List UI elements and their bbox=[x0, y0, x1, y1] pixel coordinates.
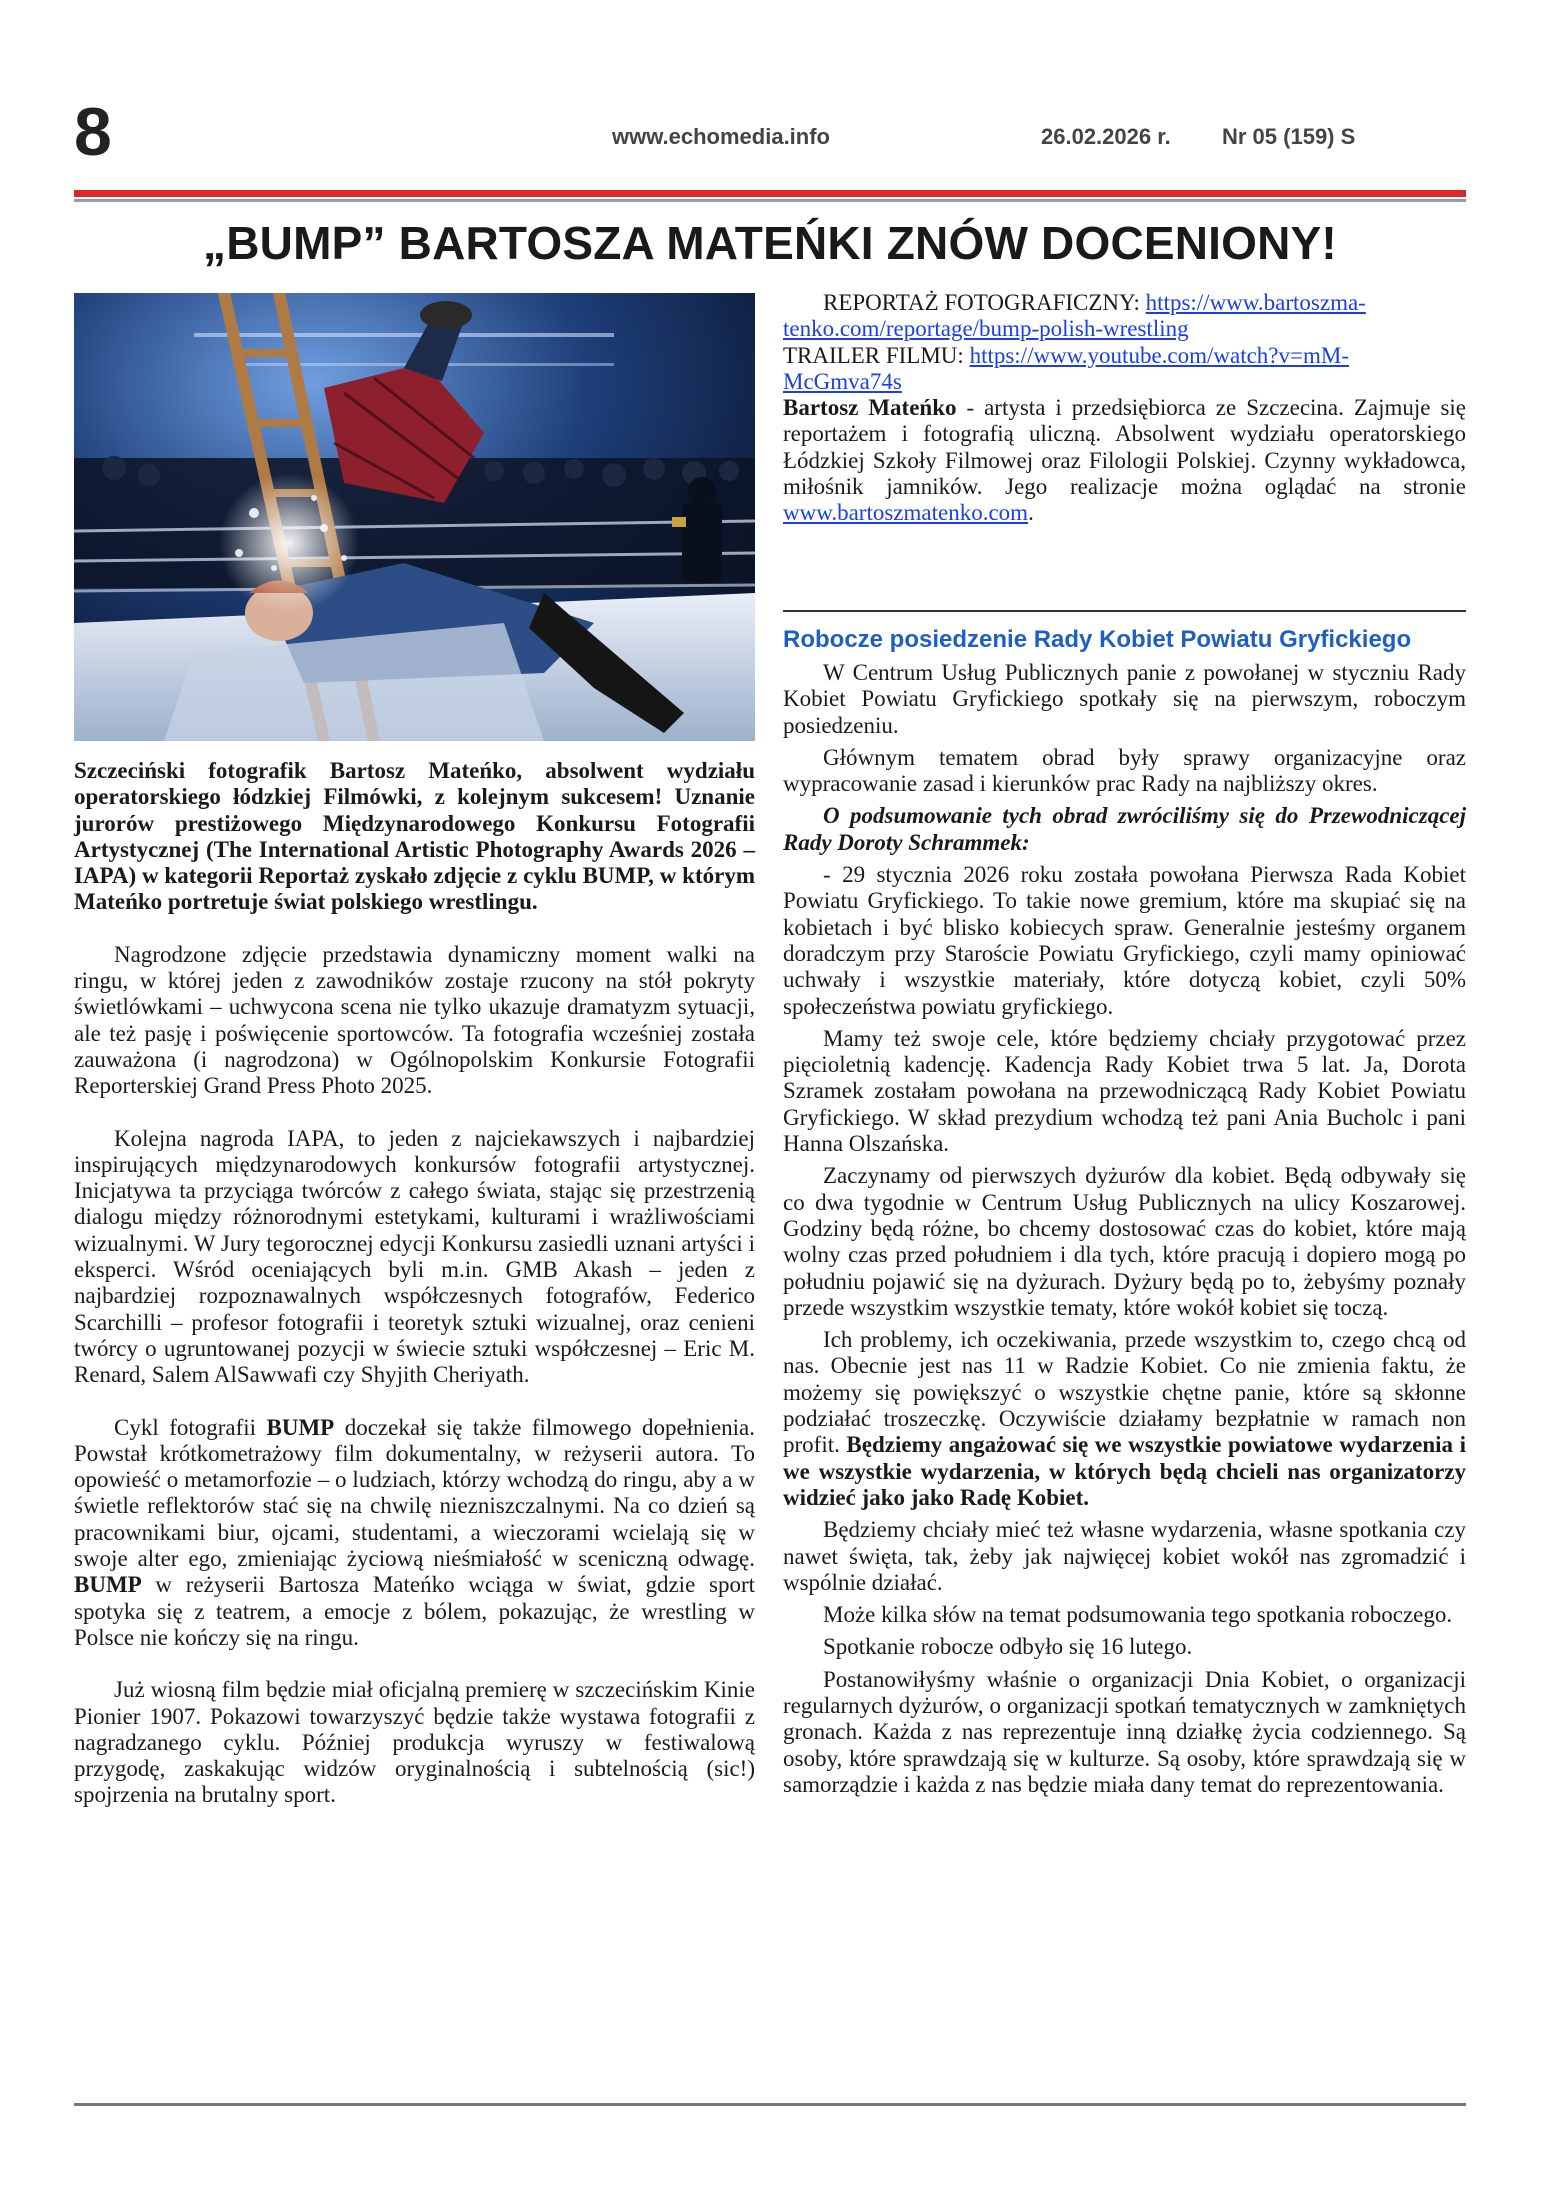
article-paragraph: Głównym tematem obrad były sprawy organizacyjne oraz wypracowanie zasad i kierunków prac Rady na najbliższy okres. bbox=[783, 744, 1466, 797]
article-left-column bbox=[74, 758, 755, 1835]
article-paragraph: W Centrum Usług Publicznych panie z powołanej w styczniu Rady Kobiet Powiatu Gryfickiego spotkały się na pierwszym, roboczym posiedzeniu. bbox=[783, 660, 1466, 738]
header-rule-red bbox=[74, 190, 1466, 197]
article-paragraph: Spotkanie robocze odbyło się 16 lutego. bbox=[823, 1634, 1193, 1660]
article-paragraph: Postanowiłyśmy właśnie o organizacji Dnia Kobiet, o organizacji regularnych dyżurów, o organizacji spotkań tematycznych w zamkniętych gronach. Każda z nas reprezentuje inną działkę życia codziennego. Są osoby, które sprawdzają się w kulturze. Są osoby, które sprawdzają się w samorządzie i każda z nas będzie miała dany temat do reprezentowania. bbox=[783, 1666, 1466, 1797]
article-lead: Szczeciński fotografik Bartosz Mateńko, absolwent wydziału operatorskiego łódzkiej Filmówki, z kolejnym sukcesem! Uznanie jurorów prestiżowego Międzynarodowego Konkursu Fotografii Artystycznej (The International Artistic Photography Awards 2026 – IAPA) w kategorii Reportaż zyskało zdjęcie z cyklu BUMP, w którym Mateńko portretuje świat polskiego wrestlingu. bbox=[74, 758, 755, 915]
article-paragraph: Mamy też swoje cele, które będziemy chciały przygotować przez pięcioletnią kadencję. Kadencja Rady Kobiet trwa 5 lat. Ja, Dorota Szramek zostałam powołana na przewodniczącą Rady Kobiet Powiatu Gryfickiego. W skład prezydium wchodzą też pani Ania Bucholc i pani Hanna Olszańska. bbox=[783, 1025, 1466, 1157]
section-divider bbox=[783, 610, 1466, 612]
second-article bbox=[783, 624, 1466, 1804]
author-bio: Bartosz Mateńko - artysta i przedsiębiorca ze Szczecina. Zajmuje się reportażem i fotografią uliczną. Absolwent wydziału operatorskiego Łódzkiej Szkoły Filmowej oraz Filologii Polskiej. Czynny wykładowca, miłośnik jamników. Jego realizacje można oglądać na stronie www.bartoszmatenko.com. bbox=[783, 395, 1466, 526]
article-right-column bbox=[783, 290, 1466, 527]
author-website-link[interactable]: www.bartoszmatenko.com bbox=[783, 500, 1029, 526]
article-paragraph: Może kilka słów na temat podsumowania tego spotkania roboczego. bbox=[823, 1602, 1453, 1628]
header-date: 26.02.2026 r. bbox=[1041, 124, 1171, 149]
article-paragraph: Ich problemy, ich oczekiwania, przede wszystkim to, czego chcą od nas. Obecnie jest nas 11 w Radzie Kobiet. Co nie zmienia faktu, że możemy się powiększyć o wszystkie chętne panie, które są skłonne podziałać troszeczkę. Oczywiście działamy bezpłatnie w ramach non profit. Będziemy angażować się we wszystkie powiatowe wydarzenia i we wszystkie wydarzenia, w których będą chcieli nas organizatorzy widzieć jako jako Radę Kobiet. bbox=[783, 1327, 1466, 1510]
reportage-link-line: REPORTAŻ FOTOGRAFICZNY: https://www.bartoszma-tenko.com/reportage/bump-polish-wrestling bbox=[783, 290, 1366, 342]
footer-rule bbox=[74, 2103, 1466, 2106]
article-headline: „BUMP” BARTOSZA MATEŃKI ZNÓW DOCENIONY! bbox=[203, 217, 1337, 269]
reportage-link[interactable]: https://www.bartoszma-tenko.com/reportage/bump-polish-wrestling bbox=[783, 290, 1366, 342]
article-paragraph: Kolejna nagroda IAPA, to jeden z najciekawszych i najbardziej inspirujących międzynarodowych konkursów fotografii artystycznej. Inicjatywa ta przyciąga twórców z całego świata, stając się przestrzenią dialogu między różnorodnymi estetykami, kulturami i wrażliwościami wizualnymi. W Jury tegorocznej edycji Konkursu zasiedli uznani artyści i eksperci. Wśród oceniających byli m.in. GMB Akash – jeden z najbardziej rozpoznawalnych współczesnych fotografów, Federico Scarchilli – profesor fotografii i teoretyk sztuki wizualnej, oraz cenieni twórcy o ugruntowanej pozycji w świecie sztuki współczesnej – Eric M. Renard, Salem AlSawwafi czy Shyjith Cheriyath. bbox=[74, 1125, 755, 1388]
article-paragraph: Już wiosną film będzie miał oficjalną premierę w szczecińskim Kinie Pionier 1907. Pokazowi towarzyszyć będzie także wystawa fotografii z nagradzanego cyklu. Później produkcja wyruszy w festiwalową przygodę, zaskakując widzów oryginalnością i subtelnością (sic!) spojrzenia na brutalny sport. bbox=[74, 1677, 755, 1808]
header-issue-number: Nr 05 (159) S bbox=[1222, 124, 1356, 149]
interview-question: O podsumowanie tych obrad zwróciliśmy się do Przewodniczącej Rady Doroty Schrammek: bbox=[783, 803, 1466, 855]
header-rule-grey bbox=[74, 199, 1466, 202]
trailer-link-line: TRAILER FILMU: https://www.youtube.com/watch?v=mM-McGmva74s bbox=[783, 342, 1349, 394]
article-paragraph: Nagrodzone zdjęcie przedstawia dynamiczny moment walki na ringu, w której jeden z zawodników zostaje rzucony na stół pokryty świetlówkami – uchwycona scena nie tylko ukazuje dramatyzm sytuacji, ale też pasję i poświęcenie sportowców. Ta fotografia wcześniej została zauważona (i nagrodzona) w Ogólnopolskim Konkursie Fotografii Reporterskiej Grand Press Photo 2025. bbox=[74, 941, 755, 1099]
trailer-link[interactable]: https://www.youtube.com/watch?v=mM-McGmva74s bbox=[783, 342, 1349, 394]
wrestling-photo bbox=[74, 293, 755, 741]
page-number: 8 bbox=[74, 94, 112, 170]
second-article-title: Robocze posiedzenie Rady Kobiet Powiatu Gryfickiego bbox=[783, 626, 1412, 653]
header-url[interactable]: www.echomedia.info bbox=[612, 124, 830, 149]
article-paragraph: Cykl fotografii BUMP doczekał się także filmowego dopełnienia. Powstał krótkometrażowy film dokumentalny, w reżyserii autora. To opowieść o metamorfozie – o ludziach, którzy wchodzą do ringu, aby a w świetle reflektorów stać się na chwilę niezniszczalnymi. Na co dzień są pracownikami biur, ojcami, studentami, a wieczorami wcielają się w swoje alter ego, zmieniając życiową nieśmiałość w sceniczną odwagę. BUMP w reżyserii Bartosza Mateńko wciąga w świat, gdzie sport spotyka się z teatrem, a emocje z bólem, pokazując, że wrestling w Polsce nie kończy się na ringu. bbox=[74, 1414, 756, 1650]
article-paragraph: Zaczynamy od pierwszych dyżurów dla kobiet. Będą odbywały się co dwa tygodnie w Centrum Usług Publicznych na ulicy Koszarowej. Godziny będą różne, bo chcemy dostosować czas do kobiet, które mają wolny czas przed południem i dla tych, które pracują i dopiero mogą po południu pojawić się na dyżurach. Dyżury będą po to, żebyśmy poznały przede wszystkim wszystkie tematy, które wokół kobiet się toczą. bbox=[783, 1163, 1466, 1320]
article-paragraph: Będziemy chciały mieć też własne wydarzenia, własne spotkania czy nawet święta, tak, żeby jak najwięcej kobiet wokół nas zgromadzić i wspólnie działać. bbox=[783, 1517, 1466, 1595]
article-paragraph: - 29 stycznia 2026 roku została powołana Pierwsza Rada Kobiet Powiatu Gryfickiego. To takie nowe gremium, które ma skupiać się na kobietach i być blisko kobiecych spraw. Generalnie jesteśmy organem doradczym przy Staroście Powiatu Gryfickiego, czyli mamy opiniować uchwały i wszystkie materiały, które dotyczą kobiet, czyli 50% społeczeństwa powiatu gryfickiego. bbox=[783, 862, 1466, 1019]
